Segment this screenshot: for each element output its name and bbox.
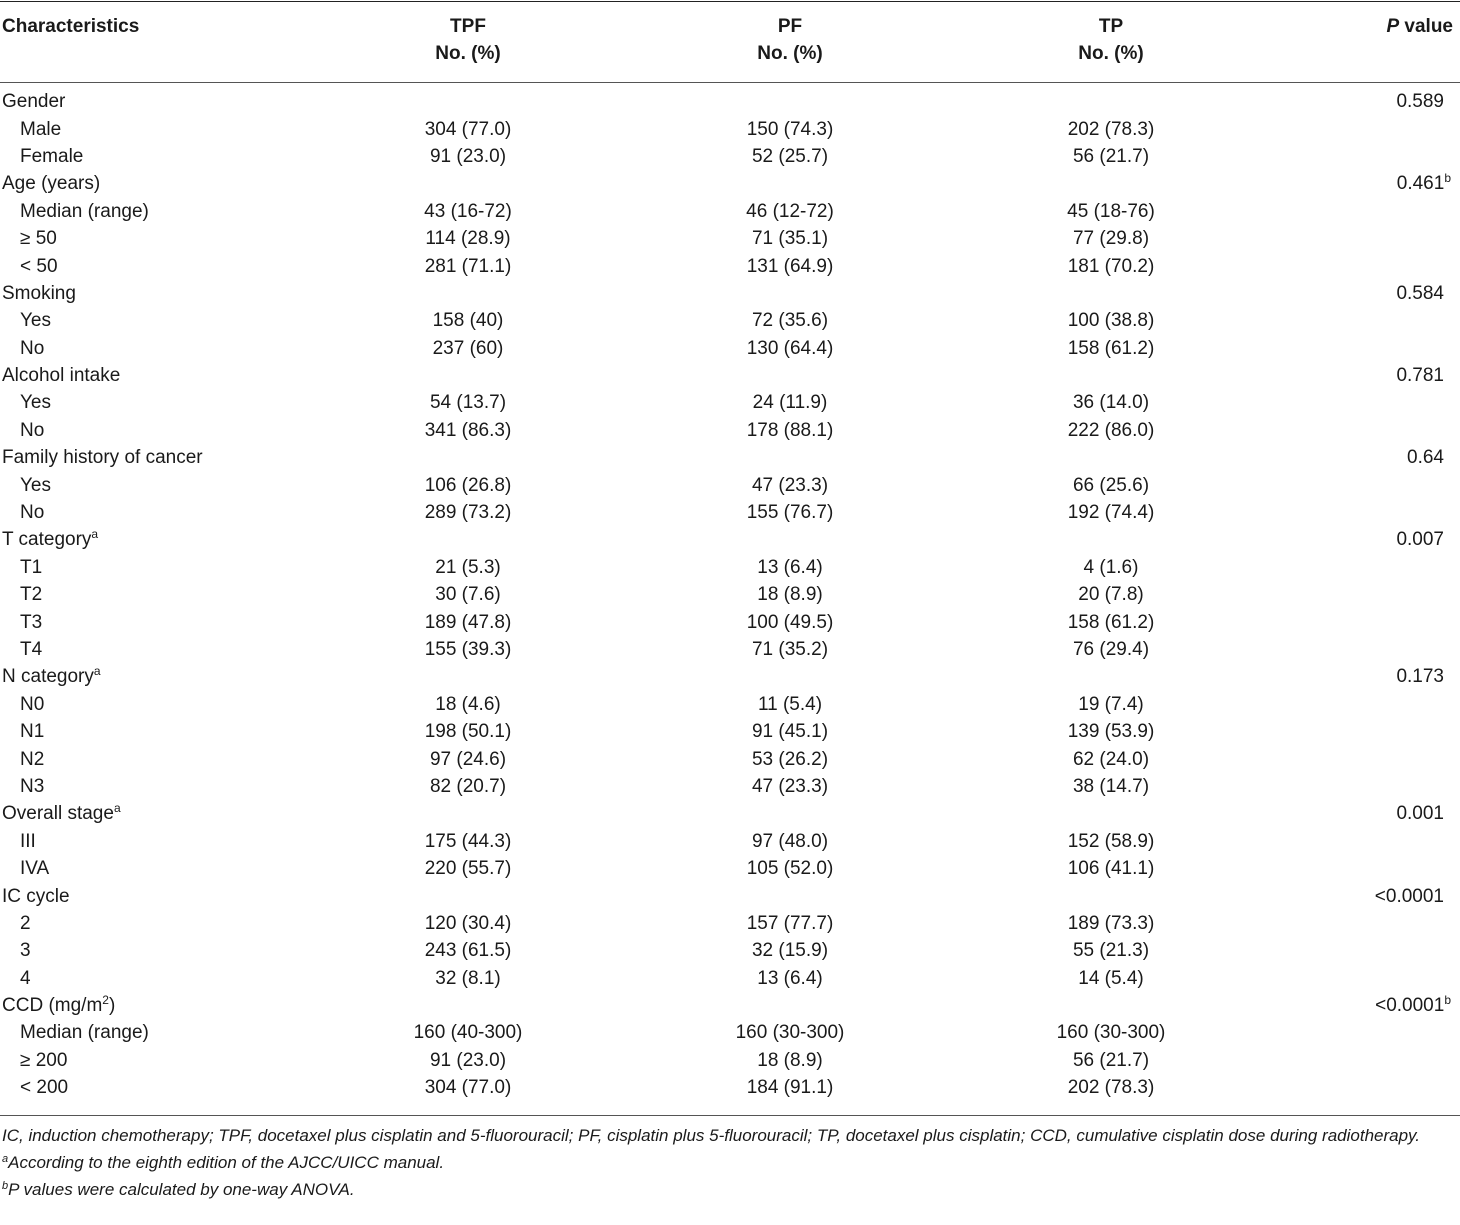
cell-pf [626,800,954,827]
cell-tpf: 175 (44.3) [424,830,512,852]
cell-p-value [1268,252,1460,279]
row-label: Yes [20,392,51,414]
cell-pf: 52 (25.7) [751,145,829,167]
cell-pf [626,526,954,553]
cell-tpf: 237 (60) [432,337,504,359]
category-label: IC cycle [2,885,70,907]
cell-p-value: 0.007 [1396,529,1444,551]
row-label: Median (range) [20,1022,149,1044]
cell-tp: 158 (61.2) [1067,611,1155,633]
cell-tp [954,800,1268,827]
cell-tp: 14 (5.4) [1078,967,1144,989]
cell-pf: 71 (35.2) [751,639,829,660]
cell-p-value [1268,499,1460,526]
cell-p-value [1268,910,1460,937]
cell-tpf: 30 (7.6) [435,584,501,606]
cell-pf [626,882,954,909]
cell-tp [954,882,1268,909]
header-pf-unit: No. (%) [757,43,823,64]
cell-pf [626,280,954,307]
cell-tpf: 54 (13.7) [429,392,507,414]
cell-p-value [1268,636,1460,663]
category-label: N category$^a$ [2,664,101,688]
table-row [0,855,1460,882]
cell-pf: 24 (11.9) [752,392,828,414]
cell-tp: 38 (14.7) [1072,775,1150,797]
cell-pf: 46 (12-72) [746,200,834,222]
cell-tp: 158 (61.2) [1067,337,1155,359]
cell-p-value [1268,1047,1460,1074]
cell-pf: 18 (8.9) [757,584,823,606]
cell-tp: 20 (7.8) [1078,584,1144,606]
table-row-category [0,526,1460,553]
cell-pf: 53 (26.2) [751,748,829,770]
cell-tp: 202 (78.3) [1067,1077,1155,1099]
cell-pf: 178 (88.1) [746,419,834,441]
cell-tp: 4 (1.6) [1083,556,1139,578]
table-row-category [0,800,1460,827]
table-row [0,335,1460,362]
row-label: Male [20,118,62,140]
row-label: IVA [20,858,50,880]
cell-pf: 160 (30-300) [735,1022,845,1044]
cell-p-value [1268,828,1460,855]
table-row-category [0,82,1460,115]
row-label: T3 [20,611,43,633]
cell-tp: 56 (21.7) [1072,1049,1150,1071]
cell-p-value [1268,965,1460,992]
cell-pf [626,82,954,115]
table-row [0,1047,1460,1074]
cell-pf [626,444,954,471]
row-label: No [20,337,45,359]
table-row-category [0,882,1460,909]
cell-pf: 130 (64.4) [746,337,834,359]
cell-tp: 100 (38.8) [1067,310,1155,332]
cell-tpf: 120 (30.4) [424,912,512,934]
cell-tp: 202 (78.3) [1067,118,1155,140]
header-pf [626,0,954,82]
category-label: Age (years) [2,173,101,195]
row-label: Yes [20,474,51,496]
row-label: ≥ 50 [20,228,57,250]
row-label: N3 [20,775,45,797]
cell-tp: 76 (29.4) [1072,639,1150,660]
header-row [0,0,1460,82]
cell-tpf: 304 (77.0) [424,1077,512,1099]
row-label: Median (range) [20,200,149,222]
table-row [0,499,1460,526]
footnote-a: $^a$According to the eighth edition of the AJCC/UICC manual. [2,1153,445,1172]
cell-p-value [1268,581,1460,608]
cell-pf: 72 (35.6) [751,310,829,332]
cell-tpf: 21 (5.3) [435,556,501,578]
table-row-category [0,992,1460,1019]
cell-tp: 77 (29.8) [1072,228,1150,250]
header-tp [954,0,1268,82]
cell-pf: 155 (76.7) [746,502,834,524]
footnote-b: $^b$P values were calculated by one-way ANOVA. [2,1180,355,1199]
cell-pf: 18 (8.9) [757,1049,823,1071]
cell-tpf: 160 (40-300) [413,1022,523,1044]
cell-pf [626,170,954,197]
cell-tp: 152 (58.9) [1067,830,1155,852]
cell-tpf: 155 (39.3) [424,639,512,660]
category-label: Overall stage$^a$ [2,801,121,825]
cell-tpf [310,280,626,307]
cell-tpf: 243 (61.5) [424,940,512,962]
header-tpf [310,0,626,82]
cell-tp [954,82,1268,115]
cell-tp: 19 (7.4) [1078,693,1144,715]
table-row [0,691,1460,718]
table-row [0,307,1460,334]
cell-tpf: 289 (73.2) [424,502,512,524]
cell-p-value [1268,143,1460,170]
cell-pf: 47 (23.3) [751,775,829,797]
cell-p-value: 0.173 [1396,666,1444,688]
cell-p-value: 0.781 [1396,365,1444,387]
cell-p-value [1268,855,1460,882]
cell-pf: 157 (77.7) [746,912,834,934]
cell-tpf: 114 (28.9) [425,228,511,250]
cell-p-value [1268,554,1460,581]
cell-tp [954,663,1268,690]
cell-pf: 105 (52.0) [746,858,834,880]
table-row [0,225,1460,252]
row-label: T2 [20,584,43,606]
table-body [0,82,1460,1101]
table-row [0,581,1460,608]
header-tp-unit: No. (%) [1078,43,1144,64]
cell-p-value: 0.64 [1407,447,1444,469]
cell-p-value: 0.461$^b$ [1396,171,1451,195]
cell-pf: 11 (5.4) [757,693,823,715]
cell-tpf: 189 (47.8) [424,611,512,633]
row-label: No [20,502,45,524]
cell-p-value [1268,691,1460,718]
category-label: T category$^a$ [2,527,99,551]
cell-tpf [310,170,626,197]
row-label: 3 [20,940,31,962]
table-row [0,718,1460,745]
table-row [0,937,1460,964]
table-row [0,417,1460,444]
row-label: T1 [20,556,43,578]
cell-tpf: 43 (16-72) [424,200,512,222]
category-label: Gender [2,91,66,113]
row-label: N2 [20,748,45,770]
cell-tpf [310,800,626,827]
cell-tp: 189 (73.3) [1067,912,1155,934]
cell-tpf [310,992,626,1019]
cell-tp [954,526,1268,553]
cell-p-value: 0.589 [1396,91,1444,113]
cell-pf [626,362,954,389]
cell-p-value [1268,773,1460,800]
row-label: < 200 [20,1077,69,1099]
table-row-category [0,170,1460,197]
row-label: 4 [20,967,31,989]
row-label: N1 [20,721,45,743]
cell-tp: 66 (25.6) [1072,474,1150,496]
cell-tp: 160 (30-300) [1056,1022,1166,1044]
cell-p-value: 0.584 [1396,282,1444,304]
row-label: No [20,419,45,441]
cell-tpf: 281 (71.1) [424,255,512,277]
cell-tpf: 304 (77.0) [424,118,512,140]
row-label: ≥ 200 [20,1049,68,1071]
cell-tp: 55 (21.3) [1072,940,1150,962]
cell-tp [954,170,1268,197]
cell-p-value [1268,307,1460,334]
cell-tpf: 91 (23.0) [429,145,507,167]
cell-tp: 56 (21.7) [1072,145,1150,167]
cell-tp: 62 (24.0) [1072,748,1150,770]
cell-tp: 139 (53.9) [1067,721,1155,743]
cell-tpf: 32 (8.1) [435,967,501,989]
cell-tp [954,280,1268,307]
cell-pf [626,663,954,690]
table-row [0,965,1460,992]
table-row [0,554,1460,581]
cell-p-value: 0.001 [1396,803,1444,825]
cell-tpf: 198 (50.1) [424,721,512,743]
table-row [0,471,1460,498]
table-row [0,910,1460,937]
cell-pf: 71 (35.1) [751,228,829,250]
row-label: Female [20,145,84,167]
cell-tpf: 106 (26.8) [424,474,512,496]
cell-tpf [310,82,626,115]
cell-tpf: 82 (20.7) [429,775,507,797]
cell-pf: 47 (23.3) [751,474,829,496]
cell-tpf [310,362,626,389]
table-row [0,143,1460,170]
cell-p-value [1268,745,1460,772]
cell-tp [954,444,1268,471]
table-row-category [0,280,1460,307]
header-tpf-unit: No. (%) [435,43,501,64]
cell-p-value [1268,1074,1460,1101]
cell-tpf: 341 (86.3) [424,419,512,441]
header-pf-name: PF [777,16,803,37]
table-row [0,608,1460,635]
table-row-category [0,362,1460,389]
cell-tp: 45 (18-76) [1067,200,1155,222]
row-label: Yes [20,310,51,332]
cell-pf: 13 (6.4) [757,967,823,989]
cell-tp [954,992,1268,1019]
cell-p-value [1268,718,1460,745]
row-label: < 50 [20,255,58,277]
cell-tpf [310,663,626,690]
table-row-category [0,444,1460,471]
cell-p-value [1268,937,1460,964]
cell-p-value [1268,471,1460,498]
table-row [0,115,1460,142]
footnote-abbreviations: IC, induction chemotherapy; TPF, docetaxel plus cisplatin and 5-fluorouracil; PF, cisplatin plus 5-fluorouracil; TP, docetaxel plus cisplatin; CCD, cumulative cisplatin dose during radiotherapy. [2,1126,1421,1145]
cell-p-value: <0.0001$^b$ [1375,993,1451,1017]
table-row [0,198,1460,225]
table-row [0,828,1460,855]
cell-tpf: 91 (23.0) [429,1049,507,1071]
table-row [0,636,1460,663]
cell-tpf: 18 (4.6) [435,693,501,715]
cell-tp: 222 (86.0) [1067,419,1155,441]
cell-pf: 184 (91.1) [746,1077,834,1099]
cell-pf: 97 (48.0) [751,830,829,852]
cell-p-value [1268,335,1460,362]
table-row [0,1074,1460,1101]
cell-p-value [1268,417,1460,444]
header-tpf-name: TPF [450,16,486,37]
header-p-value: P value [1386,16,1453,37]
cell-tpf [310,444,626,471]
row-label: III [20,830,36,852]
table-row [0,252,1460,279]
cell-p-value [1268,115,1460,142]
cell-tpf [310,526,626,553]
category-label: Family history of cancer [2,447,203,469]
cell-p-value [1268,608,1460,635]
row-label: 2 [20,912,31,934]
category-label: CCD $(mg/m^2)$ [2,993,116,1017]
cell-pf: 100 (49.5) [746,611,834,633]
cell-tpf: 97 (24.6) [429,748,507,770]
category-label: Alcohol intake [2,365,121,387]
cell-tp: 106 (41.1) [1067,858,1155,880]
category-label: Smoking [2,282,76,304]
cell-p-value: <0.0001 [1374,885,1444,907]
table-row [0,773,1460,800]
cell-pf: 150 (74.3) [746,118,834,140]
table-row [0,745,1460,772]
table-row [0,389,1460,416]
header-characteristics: Characteristics [2,16,140,37]
cell-pf: 91 (45.1) [751,721,829,743]
bottom-rule [0,1115,1460,1116]
row-label: N0 [20,693,45,715]
cell-tp: 181 (70.2) [1067,255,1155,277]
table-footnotes [2,1122,1458,1203]
table-row-category [0,663,1460,690]
cell-tpf: 220 (55.7) [424,858,512,880]
header-tp-name: TP [1098,16,1124,37]
cell-pf: 131 (64.9) [746,255,834,277]
cell-tp [954,362,1268,389]
cell-tpf: 158 (40) [432,310,504,332]
cell-pf: 13 (6.4) [757,556,823,578]
cell-pf [626,992,954,1019]
cell-p-value [1268,225,1460,252]
cell-pf: 32 (15.9) [751,940,829,962]
cell-p-value [1268,198,1460,225]
cell-tp: 36 (14.0) [1072,392,1150,414]
cell-tpf [310,882,626,909]
row-label: T4 [20,639,43,660]
cell-p-value [1268,1019,1460,1046]
cell-tp: 192 (74.4) [1067,502,1155,524]
cell-p-value [1268,389,1460,416]
table-row [0,1019,1460,1046]
